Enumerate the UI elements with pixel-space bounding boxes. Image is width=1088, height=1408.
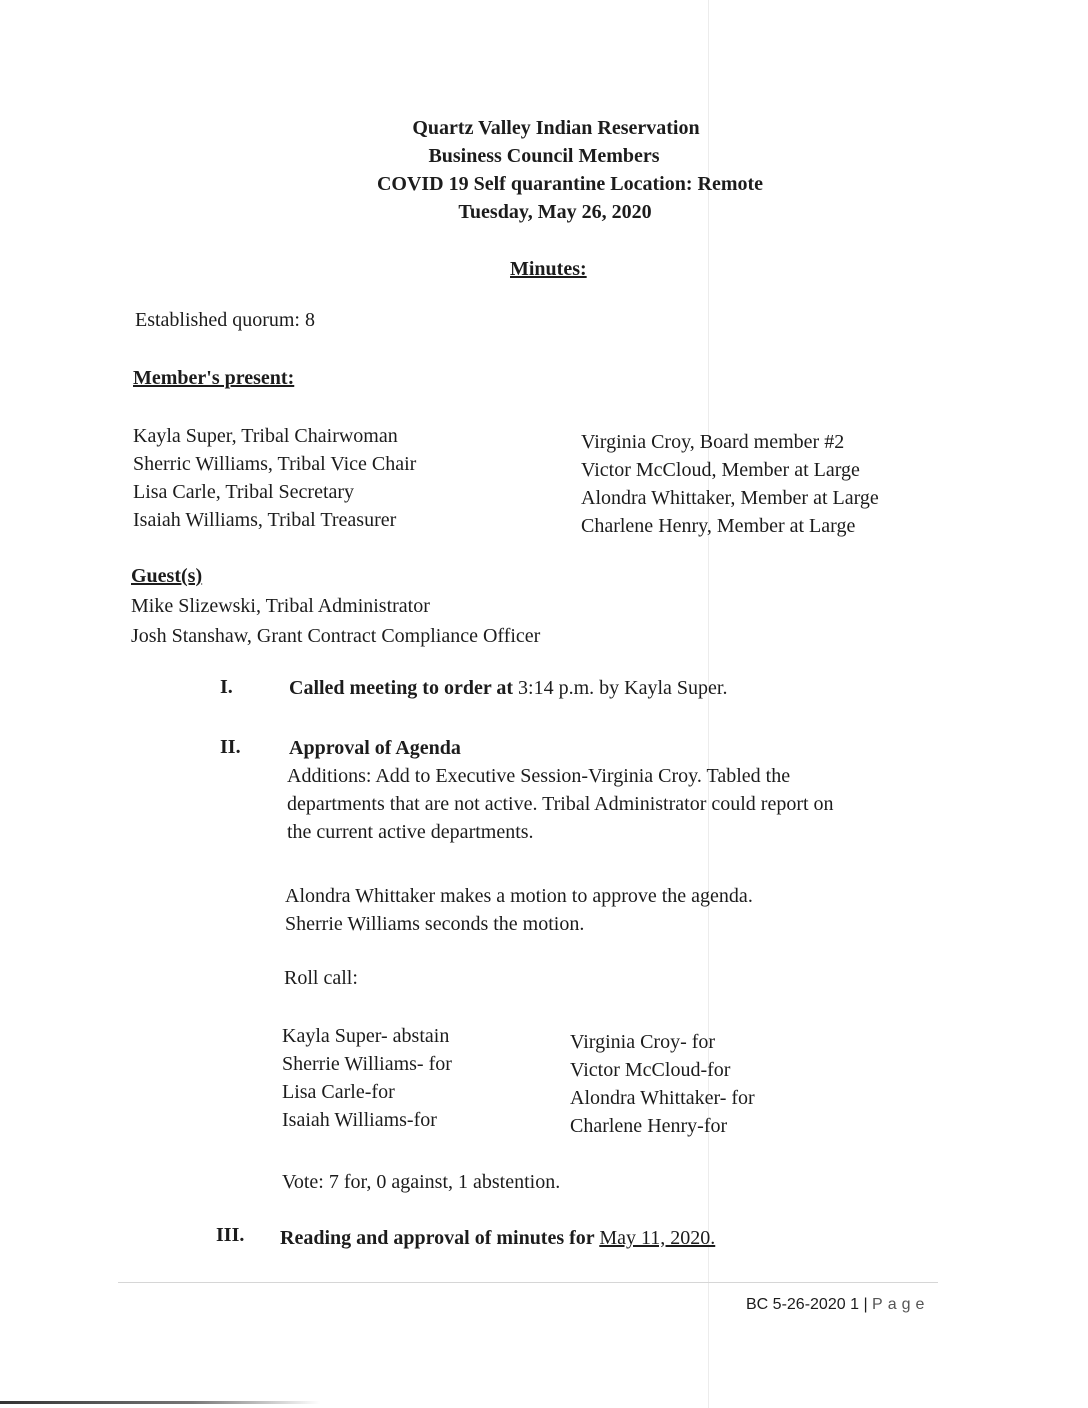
member-item: Isaiah Williams, Tribal Treasurer <box>133 509 397 531</box>
additions-line: departments that are not active. Tribal Administrator could report on <box>287 793 834 815</box>
minutes-heading: Minutes: <box>510 258 587 280</box>
header-organization: Quartz Valley Indian Reservation <box>412 117 700 139</box>
guest-item: Josh Stanshaw, Grant Contract Compliance Officer <box>131 625 541 647</box>
header-date: Tuesday, May 26, 2020 <box>458 201 652 223</box>
scan-edge-shadow <box>0 1401 320 1404</box>
member-item: Lisa Carle, Tribal Secretary <box>133 481 355 503</box>
footer-divider <box>118 1282 938 1283</box>
motion-line: Sherrie Williams seconds the motion. <box>285 913 585 935</box>
roll-call-entry: Lisa Carle-for <box>282 1081 395 1103</box>
member-item: Charlene Henry, Member at Large <box>581 515 856 537</box>
footer-page-number: 1 <box>850 1296 859 1313</box>
item-ii-numeral: II. <box>220 736 241 758</box>
vote-result: Vote: 7 for, 0 against, 1 abstention. <box>282 1171 561 1193</box>
roll-call-right <box>570 1028 755 1140</box>
item-iii-text <box>280 1224 715 1252</box>
header-location: COVID 19 Self quarantine Location: Remote <box>376 173 764 195</box>
additions-line: Additions: Add to Executive Session-Virginia Croy. Tabled the <box>287 765 791 787</box>
member-item: Victor McCloud, Member at Large <box>581 459 860 481</box>
roll-call-entry: Charlene Henry-for <box>570 1115 728 1137</box>
member-item: Kayla Super, Tribal Chairwoman <box>133 425 398 447</box>
motion-line: Alondra Whittaker makes a motion to approve the agenda. <box>285 885 753 907</box>
item-ii-motion <box>285 882 753 938</box>
roll-call-label: Roll call: <box>284 967 358 989</box>
additions-line: the current active departments. <box>287 821 534 843</box>
guests-list <box>131 592 540 650</box>
item-i-bold: Called meeting to order at <box>289 677 514 699</box>
footer-separator: | <box>863 1296 868 1313</box>
members-right-list <box>581 428 879 540</box>
item-iii-numeral: III. <box>216 1224 245 1246</box>
guest-item: Mike Slizewski, Tribal Administrator <box>131 595 430 617</box>
item-ii-title: Approval of Agenda <box>289 737 461 759</box>
member-item: Sherric Williams, Tribal Vice Chair <box>133 453 417 475</box>
page-footer <box>746 1296 929 1314</box>
header-council: Business Council Members <box>428 145 660 167</box>
item-iii-date: May 11, 2020. <box>599 1227 716 1249</box>
member-item: Virginia Croy, Board member #2 <box>581 431 845 453</box>
item-i-numeral: I. <box>220 676 233 698</box>
footer-code: BC 5-26-2020 <box>746 1296 846 1313</box>
guests-heading: Guest(s) <box>131 565 203 587</box>
roll-call-entry: Alondra Whittaker- for <box>570 1087 755 1109</box>
document-header <box>0 114 1088 226</box>
item-i-rest: 3:14 p.m. by Kayla Super. <box>513 677 728 699</box>
member-item: Alondra Whittaker, Member at Large <box>581 487 879 509</box>
roll-call-entry: Isaiah Williams-for <box>282 1109 437 1131</box>
roll-call-left <box>282 1022 452 1134</box>
item-i-text <box>289 674 727 702</box>
item-ii-additions <box>287 762 834 846</box>
item-iii-bold: Reading and approval of minutes for <box>280 1227 600 1249</box>
quorum-text: Established quorum: 8 <box>135 309 315 331</box>
members-heading: Member's present: <box>133 367 295 389</box>
roll-call-entry: Victor McCloud-for <box>570 1059 731 1081</box>
members-left-list <box>133 422 416 534</box>
roll-call-entry: Sherrie Williams- for <box>282 1053 452 1075</box>
roll-call-entry: Virginia Croy- for <box>570 1031 716 1053</box>
roll-call-entry: Kayla Super- abstain <box>282 1025 450 1047</box>
footer-page-word: Page <box>872 1296 930 1313</box>
